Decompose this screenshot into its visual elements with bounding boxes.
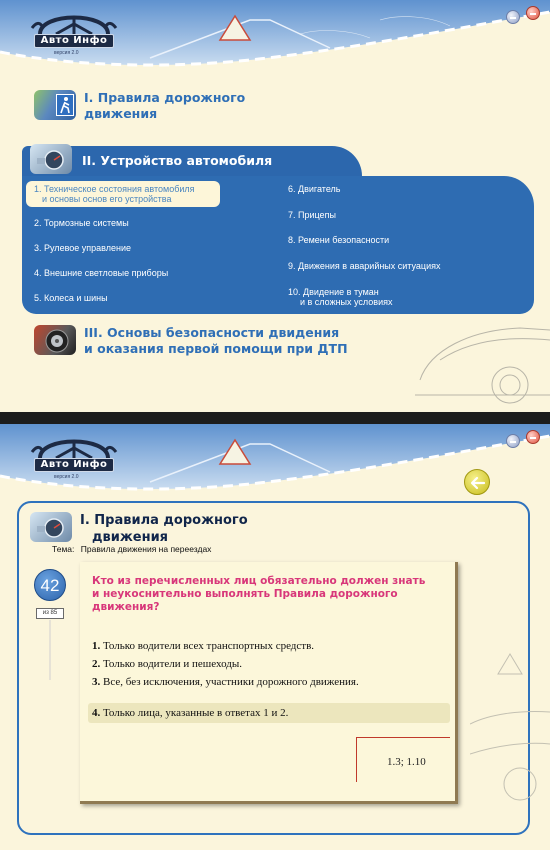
section-title-rules: I. Правила дорожного движения [84, 90, 246, 121]
subsection-item-3[interactable]: 3. Рулевое управление [34, 243, 131, 253]
close-icon[interactable] [526, 430, 540, 444]
subsection-item-5[interactable]: 5. Колеса и шины [34, 293, 108, 303]
steering-wheel-icon [28, 430, 120, 460]
question-progress-track[interactable] [49, 620, 51, 680]
menu-screen [0, 0, 550, 412]
wheel-icon [34, 325, 76, 355]
car-gauge-icon [30, 512, 72, 542]
topic-label: Тема: [52, 544, 75, 554]
close-icon[interactable] [526, 6, 540, 20]
question-number-badge: 42 [34, 569, 66, 601]
pedestrian-sign-icon [34, 90, 76, 120]
car-sketch-illustration [410, 300, 550, 410]
version-text: версия 2.0 [54, 474, 79, 480]
car-sketch-illustration [470, 644, 550, 824]
section-item-rules[interactable] [34, 90, 245, 122]
topic-value: Правила движения на переездах [80, 544, 212, 554]
steering-wheel-icon [28, 6, 120, 36]
subsection-item-10[interactable]: 10. Двидение в туман и в сложных условиях [288, 287, 393, 307]
arrow-left-icon [470, 476, 486, 490]
subsection-item-9[interactable]: 9. Движения в аварийных ситуациях [288, 261, 441, 271]
logo-text: Авто Инфо [34, 458, 114, 472]
question-text: Кто из перечисленных лиц обязательно должен знать и неукоснительно выполнять Правила дорожного движения? [92, 575, 426, 613]
subsection-item-6[interactable]: 6. Двигатель [288, 184, 341, 194]
section-header-car-device[interactable] [22, 146, 362, 176]
answer-option-1[interactable]: 1. Только водители всех транспортных средств. [92, 640, 315, 652]
subsection-item-1[interactable]: 1. Техническое состояния автомобиля и основы основ его устройства [26, 181, 220, 207]
logo-text: Авто Инфо [34, 34, 114, 48]
subsection-item-4[interactable]: 4. Внешние светловые приборы [34, 268, 169, 278]
question-section-title: I. Правила дорожного движения [80, 513, 248, 545]
topic-line [52, 544, 211, 554]
subsection-panel [22, 176, 534, 314]
car-gauge-icon [30, 144, 72, 174]
reference-box [356, 737, 450, 782]
question-card [80, 562, 458, 804]
subsection-item-2[interactable]: 2. Тормозные системы [34, 218, 129, 228]
minimize-icon[interactable] [506, 434, 520, 448]
app-logo [28, 6, 120, 58]
app-logo [28, 430, 120, 482]
answer-option-2[interactable]: 2. Только водители и пешеходы. [92, 658, 243, 670]
reference-text: 1.3; 1.10 [387, 756, 426, 768]
answer-option-3[interactable]: 3. Все, без исключения, участники дорожного движения. [92, 676, 359, 688]
version-text: версия 2.0 [54, 50, 79, 56]
back-button[interactable] [464, 469, 490, 495]
section-title-car-device: II. Устройство автомобиля [82, 153, 273, 168]
subsection-item-8[interactable]: 8. Ремени безопасности [288, 235, 390, 245]
question-screen [0, 424, 550, 850]
question-total: из 85 [36, 608, 64, 619]
answer-option-4[interactable]: 4. Только лица, указанные в ответах 1 и 2. [88, 703, 450, 723]
minimize-icon[interactable] [506, 10, 520, 24]
subsection-item-7[interactable]: 7. Прицепы [288, 210, 336, 220]
section-title-safety: III. Основы безопасности двидения и оказания первой помощи при ДТП [84, 325, 348, 356]
section-item-safety[interactable] [34, 325, 348, 357]
